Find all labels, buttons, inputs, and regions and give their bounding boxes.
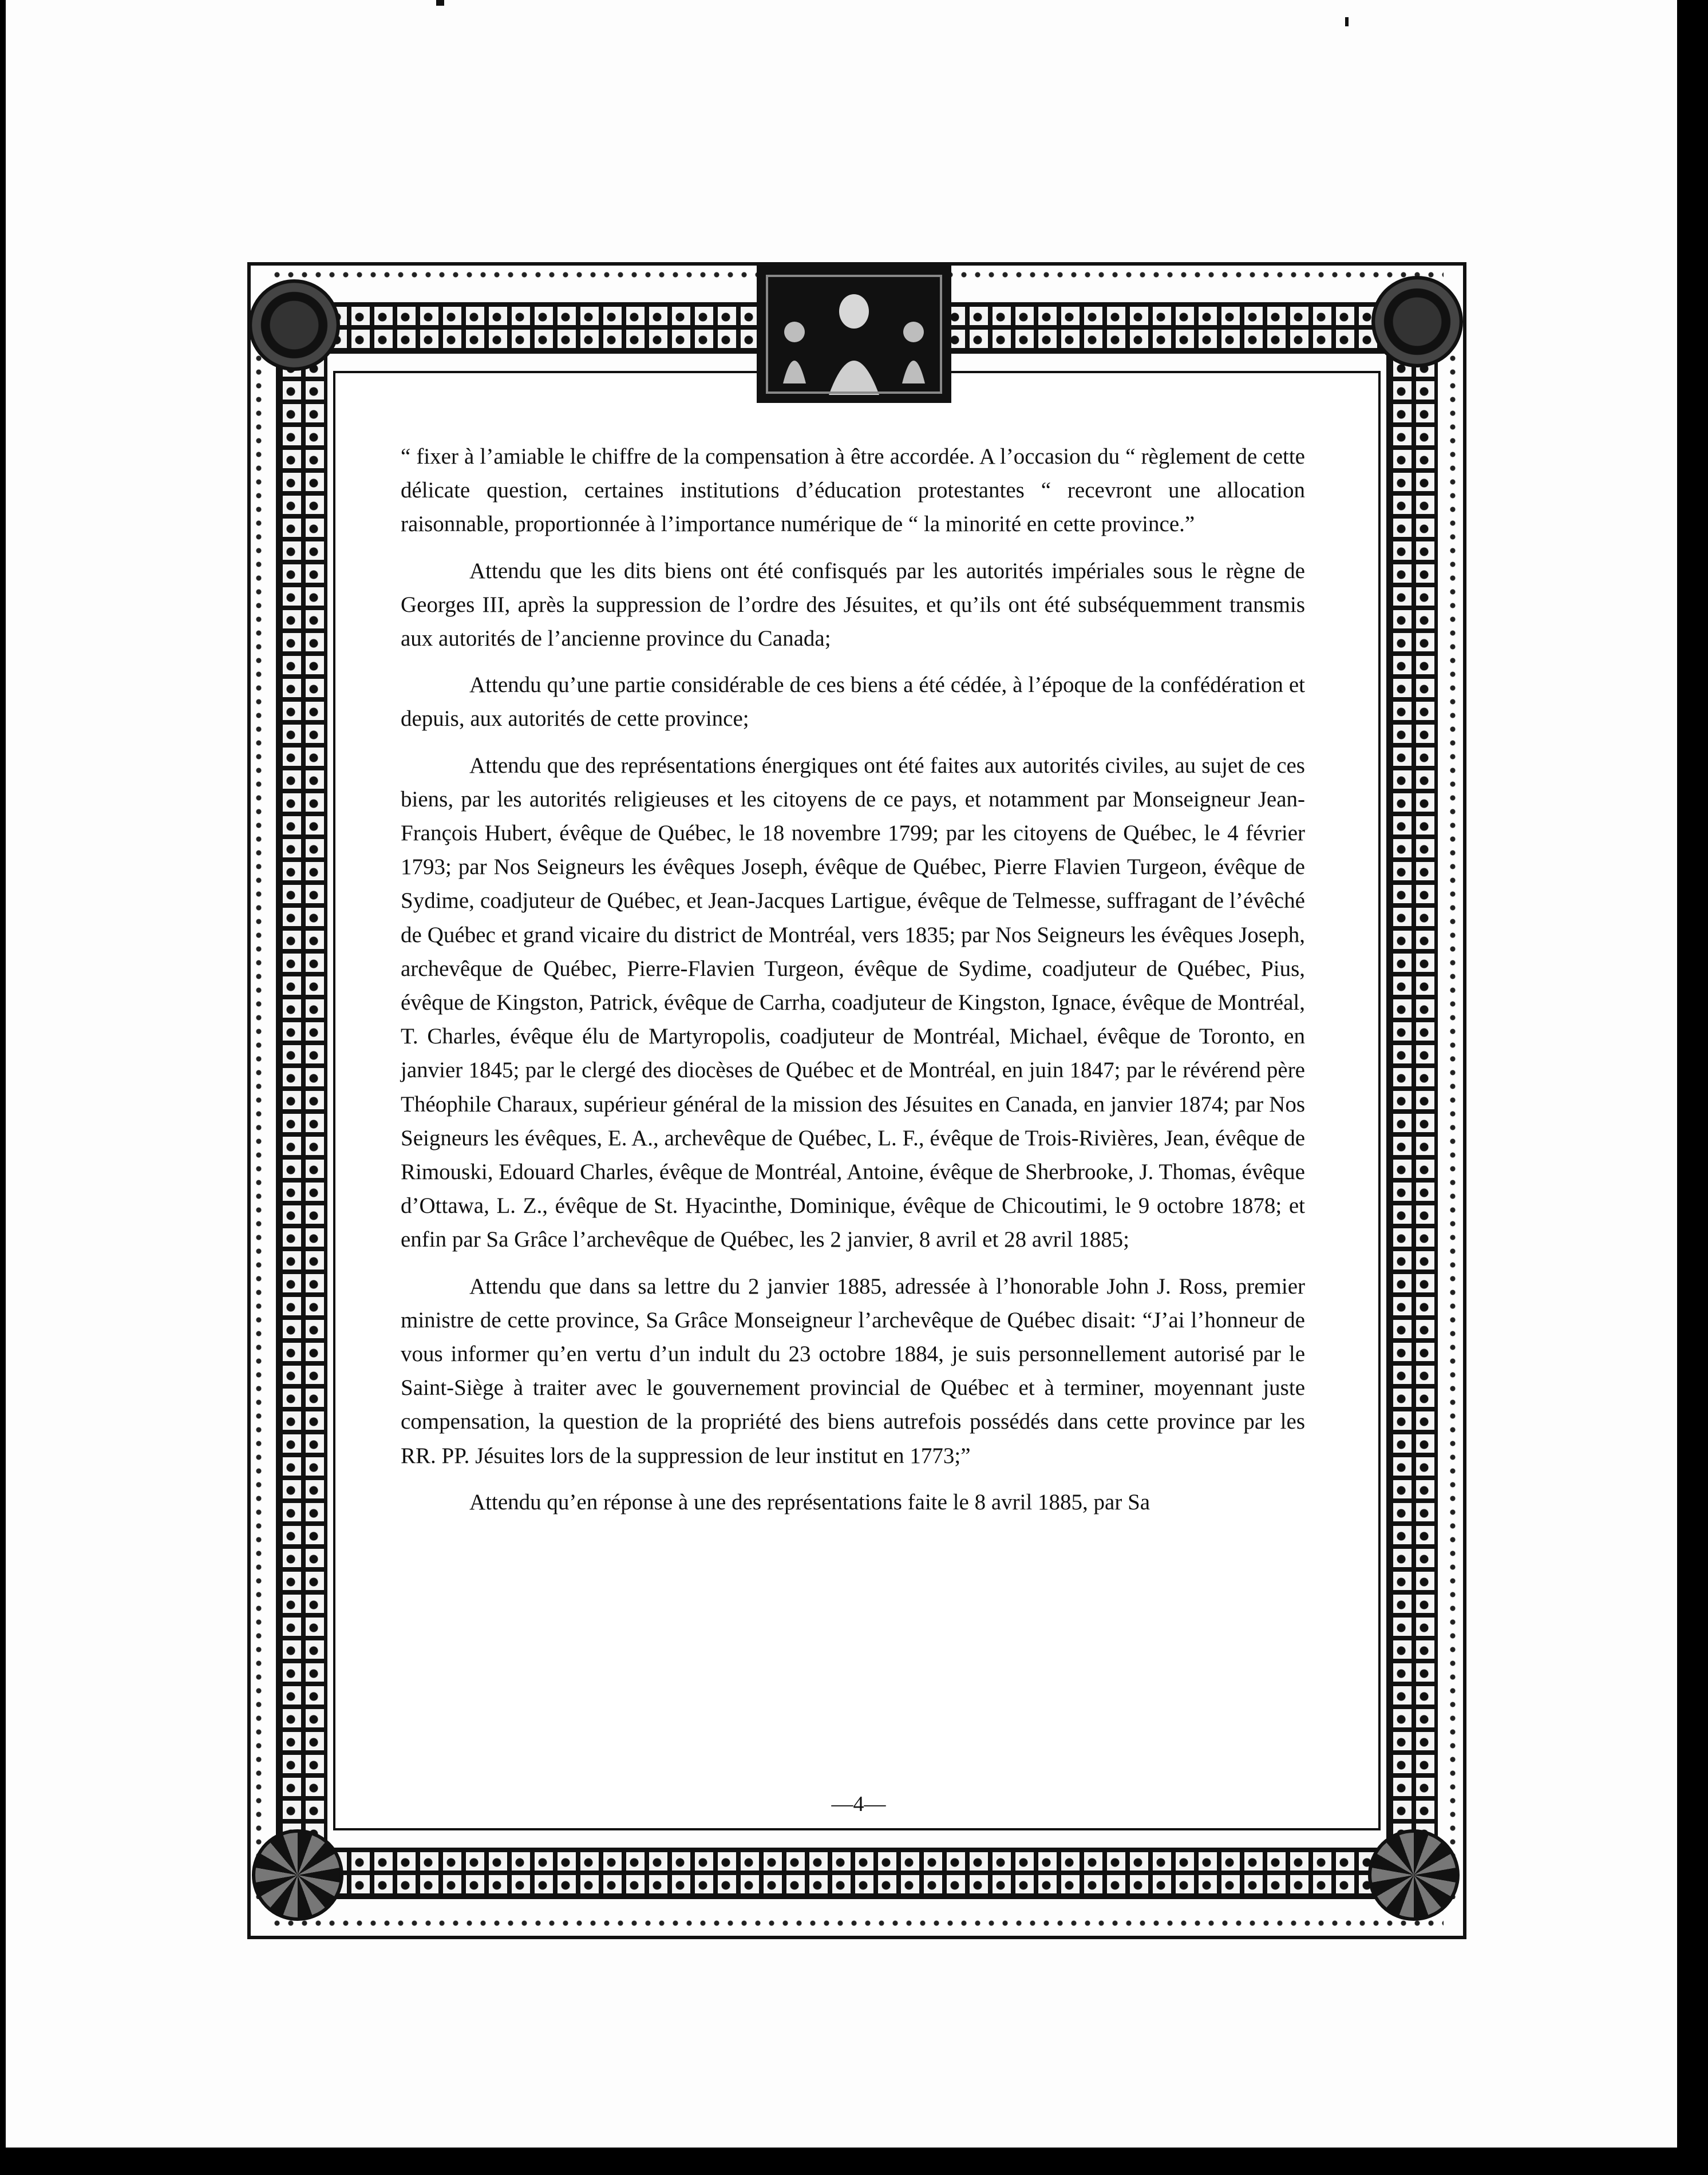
- madonna-vignette-icon: [757, 266, 951, 403]
- page-number: —4—: [831, 1792, 886, 1816]
- paragraph: Attendu que dans sa lettre du 2 janvier 1885, adressée à l’honorable John J. Ross, premier ministre de cette province, Sa Grâce Monseigneur l’archevêque de Québec disait: “J’ai l’honneur de vous informer qu’en vertu d’un indult du 23 octobre 1884, je suis personnellement autorisé par le Saint-Siège à traiter avec le gouvernement provincial de Québec et à terminer, moyennant juste compensation, la question de la propriété des biens autrefois possédés dans cette province par les RR. PP. Jésuites lors de la suppression de leur institut en 1773;”: [401, 1274, 1305, 1468]
- scan-mark: [1345, 17, 1349, 26]
- paragraph: “ fixer à l’amiable le chiffre de la compensation à être accordée. A l’occasion du “ règlement de cette délicate question, certaines institutions d’éducation protestantes “ recevront une allocation raisonnable, proportionnée à l’importance numérique de “ la minorité en cette province.”: [401, 444, 1305, 537]
- body-text: [401, 440, 1305, 1532]
- paragraph: Attendu qu’en réponse à une des représentations faite le 8 avril 1885, par Sa: [469, 1489, 1150, 1514]
- paragraph: Attendu que les dits biens ont été confisqués par les autorités impériales sous le règne de Georges III, après la suppression de l’ordre des Jésuites, et qu’ils ont été subséquemment transmis aux autorités de l’ancienne province du Canada;: [401, 558, 1305, 651]
- paragraph: Attendu qu’une partie considérable de ces biens a été cédée, à l’époque de la confédération et depuis, aux autorités de cette province;: [401, 673, 1305, 731]
- corner-medallion-icon: [1371, 276, 1463, 367]
- border-band-right: [1386, 354, 1438, 1848]
- corner-medallion-icon: [248, 279, 340, 371]
- corner-ornament-icon: [252, 1829, 343, 1921]
- scan-mark: [436, 0, 444, 6]
- corner-ornament-icon: [1368, 1829, 1460, 1921]
- border-band-bottom: [299, 1848, 1415, 1899]
- paragraph: Attendu que des représentations énergiques ont été faites aux autorités civiles, au sujet de ces biens, par les autorités religieuses et les citoyens de ce pays, et notamment par Monseigneur Jean-François Hubert, évêque de Québec, le 18 novembre 1799; par les citoyens de Québec, le 4 février 1793; par Nos Seigneurs les évêques Joseph, évêque de Québec, Pierre Flavien Turgeon, évêque de Sydime, coadjuteur de Québec, et Jean-Jacques Lartigue, évêque de Telmesse, suffragant de l’évêché de Québec et grand vicaire du district de Montréal, vers 1835; par Nos Seigneurs les évêques Joseph, archevêque de Québec, Pierre-Flavien Turgeon, évêque de Sydime, coadjuteur de Québec, Pius, évêque de Kingston, Patrick, évêque de Carrha, coadjuteur de Kingston, Ignace, évêque de Montréal, T. Charles, évêque élu de Martyropolis, coadjuteur de Montréal, Michael, évêque de Toronto, en janvier 1845; par le clergé des diocèses de Québec et de Montréal, en juin 1847; par le révérend père Théophile Charaux, supérieur général de la mission des Jésuites en Canada, en janvier 1874; par Nos Seigneurs les évêques, E. A., archevêque de Québec, L. F., évêque de Trois-Rivières, Jean, évêque de Rimouski, Edouard Charles, évêque de Montréal, Antoine, évêque de Sherbrooke, J. Thomas, évêque d’Ottawa, L. Z., évêque de St. Hyacinthe, Dominique, évêque de Chicoutimi, le 9 octobre 1878; et enfin par Sa Grâce l’archevêque de Québec, les 2 janvier, 8 avril et 28 avril 1885;: [401, 753, 1305, 1252]
- border-band-left: [276, 354, 327, 1848]
